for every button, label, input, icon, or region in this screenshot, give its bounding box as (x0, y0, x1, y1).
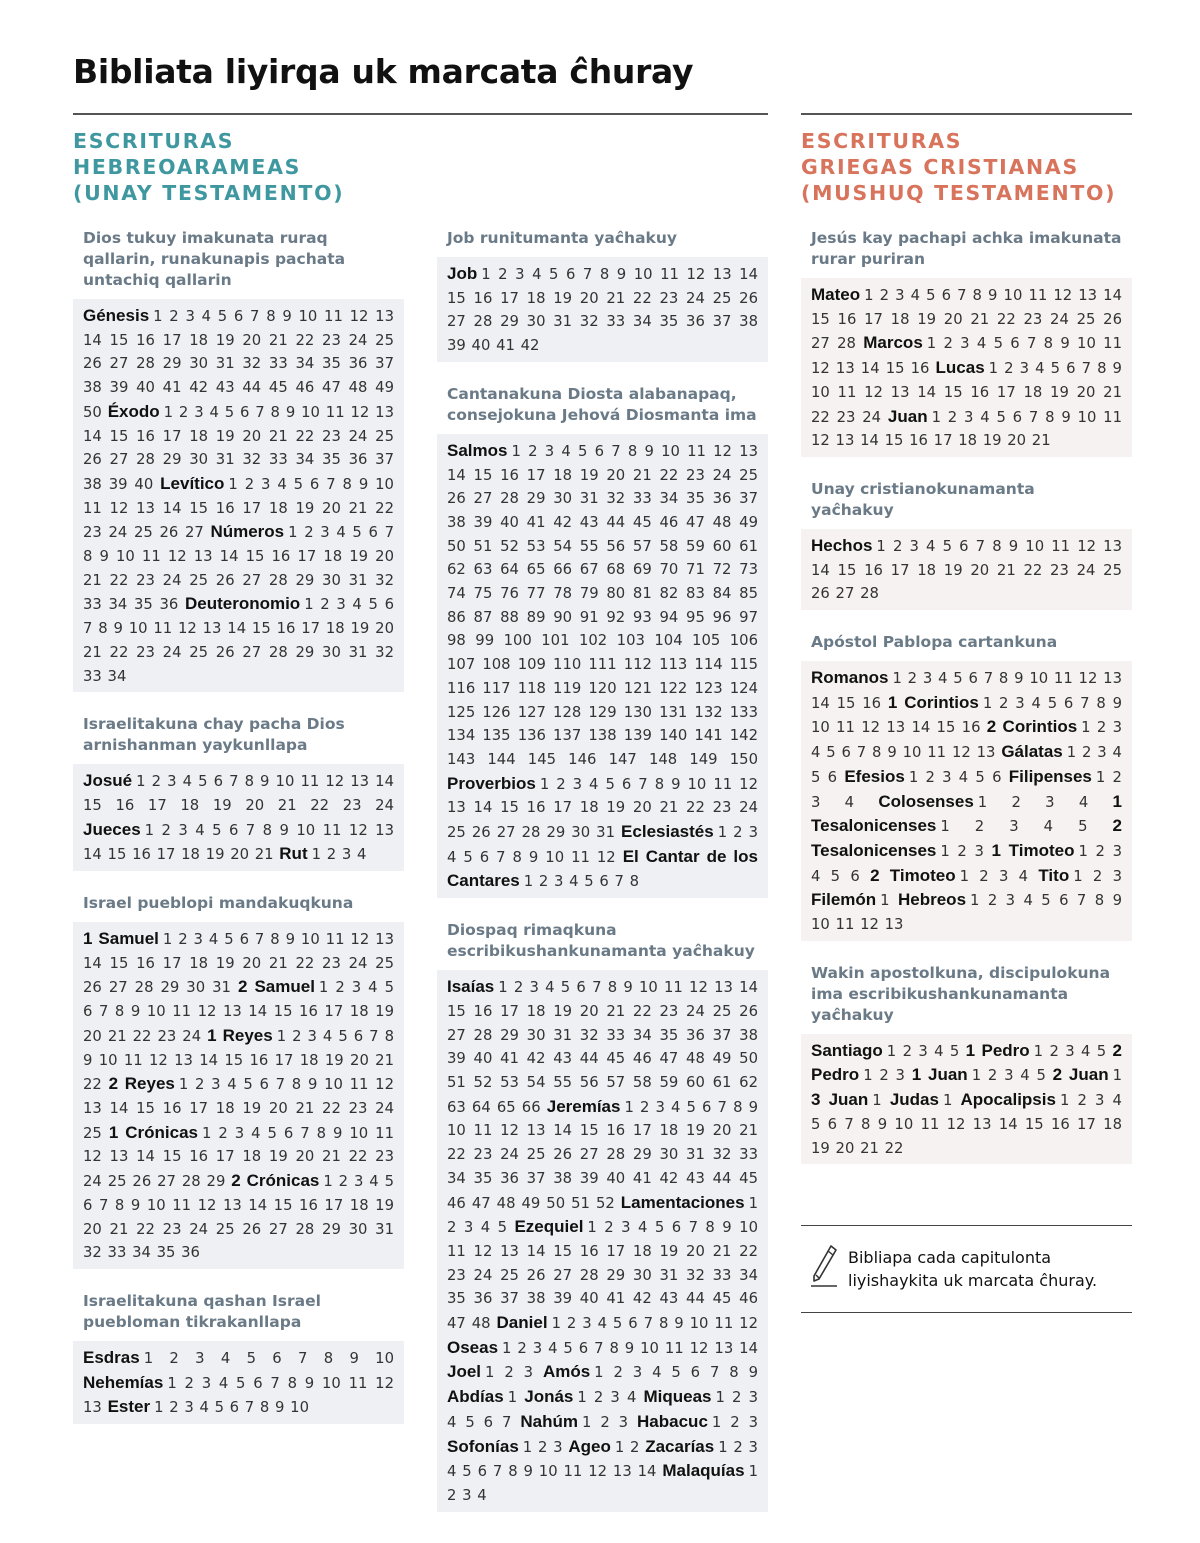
hebrew-scriptures-heading (73, 128, 344, 206)
chapter-numbers: 1 2 3 (582, 1413, 629, 1431)
book-name: Salmos (447, 440, 508, 460)
section-title: Dios tukuy imakunata ruraq qallarin, runakunapis pachata untachiq qallarin (83, 229, 346, 289)
chapter-numbers: 1 2 3 4 (447, 1463, 758, 1504)
book-josue (83, 773, 394, 814)
section-title: Apóstol Pablopa cartankuna (811, 633, 1058, 652)
chapter-numbers: 1 2 3 4 5 6 7 8 9 10 11 12 13 14 15 16 17 18 19 20 21 22 23 24 25 26 27 28 (811, 287, 1122, 353)
chapter-numbers: 1 2 3 (940, 842, 984, 860)
chapter-numbers: 1 2 3 4 5 6 7 8 9 10 11 12 13 14 15 16 17 18 19 20 21 22 23 24 25 (83, 1076, 394, 1142)
chapter-numbers: 1 2 3 4 5 6 7 8 9 10 11 12 13 14 15 16 17 18 19 20 21 22 23 24 25 26 27 28 29 30 31 32 33 34 35 36 (83, 1173, 394, 1262)
book-job (447, 266, 758, 354)
chapter-numbers: 1 2 3 4 5 6 7 8 9 10 11 12 13 14 15 16 17 18 19 20 21 22 23 24 25 26 27 28 29 30 31 32 33 34 (83, 596, 394, 685)
chapter-numbers: 1 2 3 4 5 6 7 8 9 10 11 12 13 14 15 16 17 18 19 20 21 22 23 24 25 26 27 28 29 30 31 32 33 34 35 36 37 38 39 40 41 42 43 44 45 46 47 48 49 50 51 52 53 54 55 56 57 58 59 60 61 62 63 64 65 66 67 68 69 70 71 72 73 74 75 76 77 78 79 80 81 82 83 84 85 86 87 88 89 90 91 92 93 94 95 96 97 98 99 100 101 102 103 104 105 106 107 108 109 110 111 112 113 114 115 116 117 118 119 120 121 122 123 124 125 126 127 128 129 130 131 132 133 134 135 136 137 138 139 140 141 142 143 144 145 146 147 148 149 150 (447, 442, 758, 768)
heading-line: ESCRITURAS (801, 129, 963, 153)
chapter-numbers: 1 2 3 4 5 6 7 8 9 10 11 12 13 14 15 16 17 18 19 20 21 22 (811, 1092, 1122, 1157)
book-jonas (524, 1389, 636, 1406)
chapter-numbers: 1 2 3 4 5 6 7 8 (523, 873, 640, 891)
chapter-numbers: 1 (1112, 1067, 1123, 1085)
book-list (73, 299, 404, 692)
chapter-numbers: 1 2 3 4 5 6 7 8 9 10 11 12 13 14 (447, 1438, 758, 1481)
reading-section (801, 963, 1132, 1165)
book-habacuc (637, 1411, 758, 1431)
book-1-juan (912, 1067, 1046, 1084)
reading-section (73, 714, 404, 871)
chapter-numbers: 1 2 3 (485, 1364, 534, 1382)
book-list (73, 1341, 404, 1424)
heading-line: ESCRITURAS (73, 129, 235, 153)
book-name: Deuteronomio (184, 594, 301, 614)
section-title: Wakin apostolkuna, discipulokuna ima escribikushankunamanta yaĉhakuy (811, 963, 1111, 1024)
book-name: Marcos (863, 333, 923, 353)
book-ageo (568, 1436, 640, 1456)
book-name: Ageo (568, 1436, 611, 1456)
reading-section (801, 228, 1132, 457)
book-list (73, 764, 404, 871)
book-name: Abdías (447, 1387, 504, 1407)
book-colosenses (878, 791, 1089, 811)
section-title: Cantanakuna Diosta alabanapaq, consejokuna Jehová Diosmanta ima (447, 384, 757, 424)
chapter-numbers: 1 2 3 4 5 6 7 8 9 (594, 1364, 758, 1382)
book-name: Lucas (935, 358, 985, 378)
note-text: Bibliapa cada capitulonta liyishaykita uk marcata ĉhuray. (848, 1248, 1098, 1290)
book-name: Números (210, 522, 285, 542)
book-name: Génesis (83, 306, 150, 325)
heading-line: HEBREOARAMEAS (73, 155, 302, 179)
book-isaias (447, 979, 758, 1116)
chapter-numbers: 1 2 3 4 5 6 7 8 9 10 11 12 13 14 15 16 17 18 19 20 21 22 23 24 25 26 27 28 29 30 31 (83, 931, 394, 997)
book-name: 2 Reyes (108, 1074, 175, 1094)
book-list (73, 922, 404, 1269)
book-tito (1038, 865, 1122, 885)
greek-column (801, 228, 1132, 1186)
chapter-numbers: 1 2 3 4 5 6 (908, 768, 1002, 786)
book-name: Amós (542, 1362, 591, 1382)
book-name: Hechos (811, 535, 873, 555)
chapter-numbers: 1 2 3 4 5 6 7 8 9 10 11 12 13 14 15 16 17 18 19 20 21 22 23 24 (83, 979, 394, 1045)
chapter-numbers: 1 2 3 4 5 6 7 8 9 10 11 12 (551, 1315, 758, 1333)
book-efesios (844, 766, 1002, 786)
chapter-numbers: 1 (880, 892, 890, 910)
chapter-numbers: 1 2 3 4 5 6 7 8 9 10 11 12 13 14 15 16 (811, 694, 1122, 737)
chapter-numbers: 1 (507, 1389, 518, 1407)
book-name: 2 Crónicas (231, 1171, 320, 1191)
book-name: Daniel (496, 1313, 548, 1333)
book-amos (543, 1364, 758, 1381)
book-list (437, 970, 768, 1511)
heading-line: (MUSHUQ TESTAMENTO) (801, 181, 1117, 205)
book-name: 3 Juan (811, 1090, 869, 1110)
chapter-numbers: 1 2 3 4 5 6 7 8 9 10 11 12 13 14 15 16 17 18 19 20 21 22 23 24 (83, 773, 394, 814)
hebrew-column-left (73, 228, 404, 1446)
book-name: Eclesiastés (621, 822, 714, 842)
book-santiago (811, 1040, 960, 1060)
book-name: Jueces (83, 819, 141, 839)
book-name: Nehemías (83, 1372, 164, 1392)
book-name: 1 Samuel (83, 929, 159, 949)
book-2-juan (1053, 1067, 1122, 1084)
hebrew-column-right (437, 228, 768, 1534)
greek-scriptures-heading (801, 128, 1116, 206)
book-name: 1 Pedro (965, 1040, 1030, 1060)
section-title: Job runitumanta yaĉhakuy (447, 229, 677, 247)
book-name: Jeremías (546, 1096, 621, 1116)
book-esdras (83, 1347, 394, 1367)
book-name: Esdras (83, 1347, 140, 1367)
heading-line: (UNAY TESTAMENTO) (73, 181, 345, 205)
book-name: Gálatas (1001, 742, 1063, 762)
reading-section (437, 228, 768, 362)
page-title: Bibliata liyirqa uk marcata ĉhuray (73, 52, 694, 91)
book-name: Santiago (811, 1040, 883, 1060)
book-list (801, 278, 1132, 457)
chapter-numbers: 1 2 3 4 5 6 7 8 9 10 11 12 13 14 15 16 17 18 19 20 21 22 23 24 25 26 27 28 29 30 31 32 33 34 35 36 37 38 39 40 (83, 403, 394, 493)
reading-section (73, 228, 404, 692)
section-title: Israelitakuna chay pacha Dios arnishanman yaykunllapa (83, 715, 345, 755)
book-oseas (447, 1337, 758, 1357)
heading-line: GRIEGAS CRISTIANAS (801, 155, 1079, 179)
book-name: Juan (887, 406, 928, 426)
chapter-numbers: 1 2 3 4 5 6 7 8 9 10 11 12 13 14 15 16 17 18 19 20 21 (811, 408, 1122, 450)
book-filemon (811, 892, 890, 909)
chapter-numbers: 1 2 3 4 (577, 1389, 637, 1407)
book-name: Nahúm (520, 1411, 578, 1431)
book-name: Joel (447, 1362, 482, 1382)
book-judas (890, 1092, 953, 1109)
book-name: Judas (889, 1090, 939, 1110)
book-name: 1 Juan (911, 1065, 968, 1085)
section-title: Diospaq rimaqkuna escribikushankunamanta yaĉhakuy (447, 921, 755, 961)
chapter-numbers: 1 2 3 4 5 6 7 8 9 10 11 12 13 14 15 16 17 18 19 20 21 22 23 24 25 26 27 28 29 (83, 1124, 394, 1191)
chapter-numbers: 1 2 3 4 5 6 7 8 9 10 11 12 13 14 15 16 17 18 19 20 21 22 23 24 25 26 27 28 29 30 31 32 33 34 35 36 37 38 39 40 41 42 43 44 45 46 47 48 (447, 1219, 758, 1333)
book-name: Éxodo (107, 401, 160, 421)
book-abdias (447, 1389, 517, 1406)
chapter-numbers: 1 2 3 4 5 6 7 8 9 10 11 12 13 14 (502, 1339, 758, 1357)
book-name: Rut (279, 844, 308, 864)
reading-section (73, 1291, 404, 1424)
section-title: Jesús kay pachapi achka imakunata rurar puriran (811, 229, 1122, 268)
book-list (801, 1034, 1132, 1165)
book-rut (279, 846, 366, 863)
book-name: 1 Tesalonicenses (811, 791, 1122, 836)
chapter-numbers: 1 2 3 4 5 6 7 8 9 10 11 12 13 14 15 16 17 18 19 20 21 22 23 24 25 26 27 28 29 30 31 32 33 34 35 36 (83, 524, 394, 614)
book-name: 1 Timoteo (991, 840, 1075, 860)
chapter-numbers: 1 2 3 4 5 (940, 818, 1088, 836)
book-name: Habacuc (637, 1411, 708, 1431)
reading-section (437, 384, 768, 898)
book-name: Filemón (811, 890, 877, 910)
chapter-numbers: 1 2 3 4 5 6 7 8 9 10 11 12 13 14 15 16 17 18 19 20 21 22 23 24 25 26 27 28 29 30 31 (447, 775, 758, 842)
book-list (801, 661, 1132, 941)
reading-note (801, 1225, 1132, 1313)
reading-section (437, 920, 768, 1511)
book-3-juan (811, 1092, 882, 1109)
book-list (801, 529, 1132, 610)
title-rule-right (801, 113, 1132, 115)
book-name: 1 Crónicas (108, 1122, 198, 1142)
book-name: Proverbios (447, 773, 536, 793)
chapter-numbers: 1 2 3 4 (977, 793, 1089, 811)
book-hechos (811, 535, 1122, 603)
chapter-numbers: 1 2 3 4 (959, 867, 1029, 885)
chapter-numbers: 1 2 3 4 5 (886, 1042, 960, 1060)
book-name: Josué (83, 771, 133, 791)
chapter-numbers: 1 2 3 (1073, 867, 1122, 885)
book-name: Tito (1038, 865, 1070, 885)
book-list (437, 257, 768, 362)
chapter-numbers: 1 (872, 1092, 882, 1110)
chapter-numbers: 1 2 3 4 5 6 7 8 9 10 11 12 13 14 15 16 (811, 670, 1122, 712)
book-name: Lamentaciones (620, 1192, 745, 1212)
book-name: 2 Timoteo (870, 865, 956, 885)
chapter-numbers: 1 2 3 (711, 1413, 758, 1431)
book-ester (108, 1399, 309, 1416)
chapter-numbers: 1 2 3 4 5 6 7 8 9 10 (143, 1349, 394, 1367)
chapter-numbers: 1 2 3 (863, 1067, 905, 1085)
chapter-numbers: 1 2 3 4 5 6 7 8 9 10 11 12 13 14 15 16 17 18 19 20 21 22 23 24 25 26 27 28 29 30 31 32 33 34 35 36 37 38 39 40 41 42 (447, 266, 758, 355)
chapter-numbers: 1 2 3 4 5 (1033, 1042, 1107, 1060)
book-name: Job (447, 264, 478, 283)
chapter-numbers: 1 2 3 4 5 6 7 8 9 10 11 12 13 (83, 1374, 394, 1417)
book-name: Levítico (160, 473, 225, 493)
book-name: Apocalipsis (960, 1090, 1056, 1110)
book-name: Zacarías (645, 1436, 715, 1456)
chapter-numbers: 1 2 3 4 (311, 846, 367, 864)
book-name: Hebreos (898, 890, 967, 910)
section-title: Israel pueblopi mandakuqkuna (83, 894, 354, 913)
book-name: Ezequiel (514, 1217, 584, 1237)
reading-section (73, 893, 404, 1269)
chapter-numbers: 1 2 3 4 5 6 7 8 9 10 11 12 (447, 824, 758, 866)
book-name: 1 Reyes (207, 1025, 273, 1045)
book-name: Efesios (844, 766, 905, 786)
book-name: 1 Corintios (887, 692, 979, 712)
chapter-numbers: 1 2 3 4 5 6 7 8 9 10 11 12 13 14 15 16 17 18 19 20 21 22 (83, 1027, 394, 1094)
book-sofonias (447, 1436, 563, 1456)
reading-section (801, 632, 1132, 941)
book-name: 2 Juan (1052, 1065, 1109, 1085)
chapter-numbers: 1 2 3 4 5 6 7 8 9 10 11 12 13 14 15 16 17 18 19 20 21 22 23 24 (811, 360, 1122, 426)
chapter-numbers: 1 2 3 4 5 6 7 8 9 10 11 12 13 14 15 16 17 18 19 20 21 (83, 821, 394, 864)
chapter-numbers: 1 (942, 1092, 953, 1110)
chapter-numbers: 1 2 3 4 5 (971, 1067, 1046, 1085)
book-name: Malaquías (662, 1461, 745, 1481)
book-name: 2 Corintios (986, 717, 1078, 737)
chapter-numbers: 1 2 3 4 5 6 7 8 9 10 11 12 13 14 15 16 17 18 19 20 21 22 23 24 25 26 27 28 29 30 31 32 33 34 35 36 37 38 39 40 41 42 43 44 45 46 47 48 49 50 51 52 53 54 55 56 57 58 59 60 61 62 63 64 65 66 (447, 979, 758, 1116)
chapter-numbers: 1 2 3 4 (811, 768, 1122, 811)
chapter-numbers: 1 2 3 4 5 6 7 8 9 10 11 12 13 14 15 16 17 18 19 20 21 22 23 24 25 26 27 (83, 475, 394, 542)
book-1-pedro (965, 1040, 1107, 1060)
book-list (437, 434, 768, 898)
pencil-icon (810, 1243, 838, 1289)
title-rule-left (73, 113, 768, 115)
book-name: Oseas (447, 1337, 499, 1357)
book-name: 2 Pedro (811, 1040, 1122, 1085)
chapter-numbers: 1 2 3 4 5 6 (811, 744, 1122, 786)
book-name: Romanos (811, 668, 889, 688)
book-name: El Cantar de los Cantares (447, 846, 758, 891)
chapter-numbers: 1 2 3 4 5 6 7 8 9 10 11 12 13 14 15 16 17 18 19 20 21 22 23 24 25 26 27 28 29 30 31 32 33 34 35 36 37 38 39 40 41 42 43 44 45 46 47 48 49 50 (83, 308, 394, 421)
book-name: 2 Tesalonicenses (811, 816, 1122, 860)
chapter-numbers: 1 2 3 4 5 6 7 8 9 10 11 12 13 (811, 719, 1122, 762)
book-daniel (497, 1315, 758, 1332)
chapter-numbers: 1 2 3 4 5 6 7 (447, 1389, 758, 1431)
chapter-numbers: 1 2 3 4 5 6 7 8 9 10 11 12 13 14 15 16 17 18 19 20 21 22 23 24 25 26 27 28 (811, 537, 1122, 603)
book-name: Filipenses (1008, 766, 1092, 786)
book-name: Jonás (524, 1387, 574, 1407)
book-name: Colosenses (878, 791, 974, 811)
chapter-numbers: 1 2 3 4 5 6 7 8 9 10 11 12 13 (811, 892, 1122, 934)
chapter-numbers: 1 2 3 4 5 (447, 1194, 758, 1237)
chapter-numbers: 1 2 3 4 5 6 7 8 9 10 11 12 13 14 15 16 (811, 335, 1122, 378)
chapter-numbers: 1 2 3 4 5 6 7 8 9 10 11 12 13 14 15 16 17 18 19 20 21 22 23 24 25 26 27 28 29 30 31 32 33 34 35 36 37 38 39 40 41 42 43 44 45 46 47 48 49 50 51 52 (447, 1098, 758, 1212)
reading-section (801, 479, 1132, 610)
chapter-numbers: 1 2 3 (522, 1438, 563, 1456)
book-name: Sofonías (447, 1436, 519, 1456)
book-nahum (520, 1411, 629, 1431)
section-title: Israelitakuna qashan Israel puebloman tikrakanllapa (83, 1291, 321, 1331)
chapter-numbers: 1 2 (614, 1438, 640, 1456)
book-joel (447, 1364, 533, 1381)
section-title: Unay cristianokunamanta yaĉhakuy (811, 479, 1035, 519)
book-salmos (447, 440, 758, 768)
book-name: Isaías (447, 977, 495, 997)
book-name: Miqueas (643, 1387, 712, 1407)
chapter-numbers: 1 2 3 4 5 6 (811, 842, 1122, 885)
chapter-numbers: 1 2 3 4 5 6 7 8 9 10 (154, 1399, 309, 1417)
book-name: 2 Samuel (237, 977, 315, 997)
book-name: Mateo (811, 285, 861, 304)
book-name: Ester (107, 1397, 151, 1417)
book-2-timoteo (870, 865, 1029, 885)
